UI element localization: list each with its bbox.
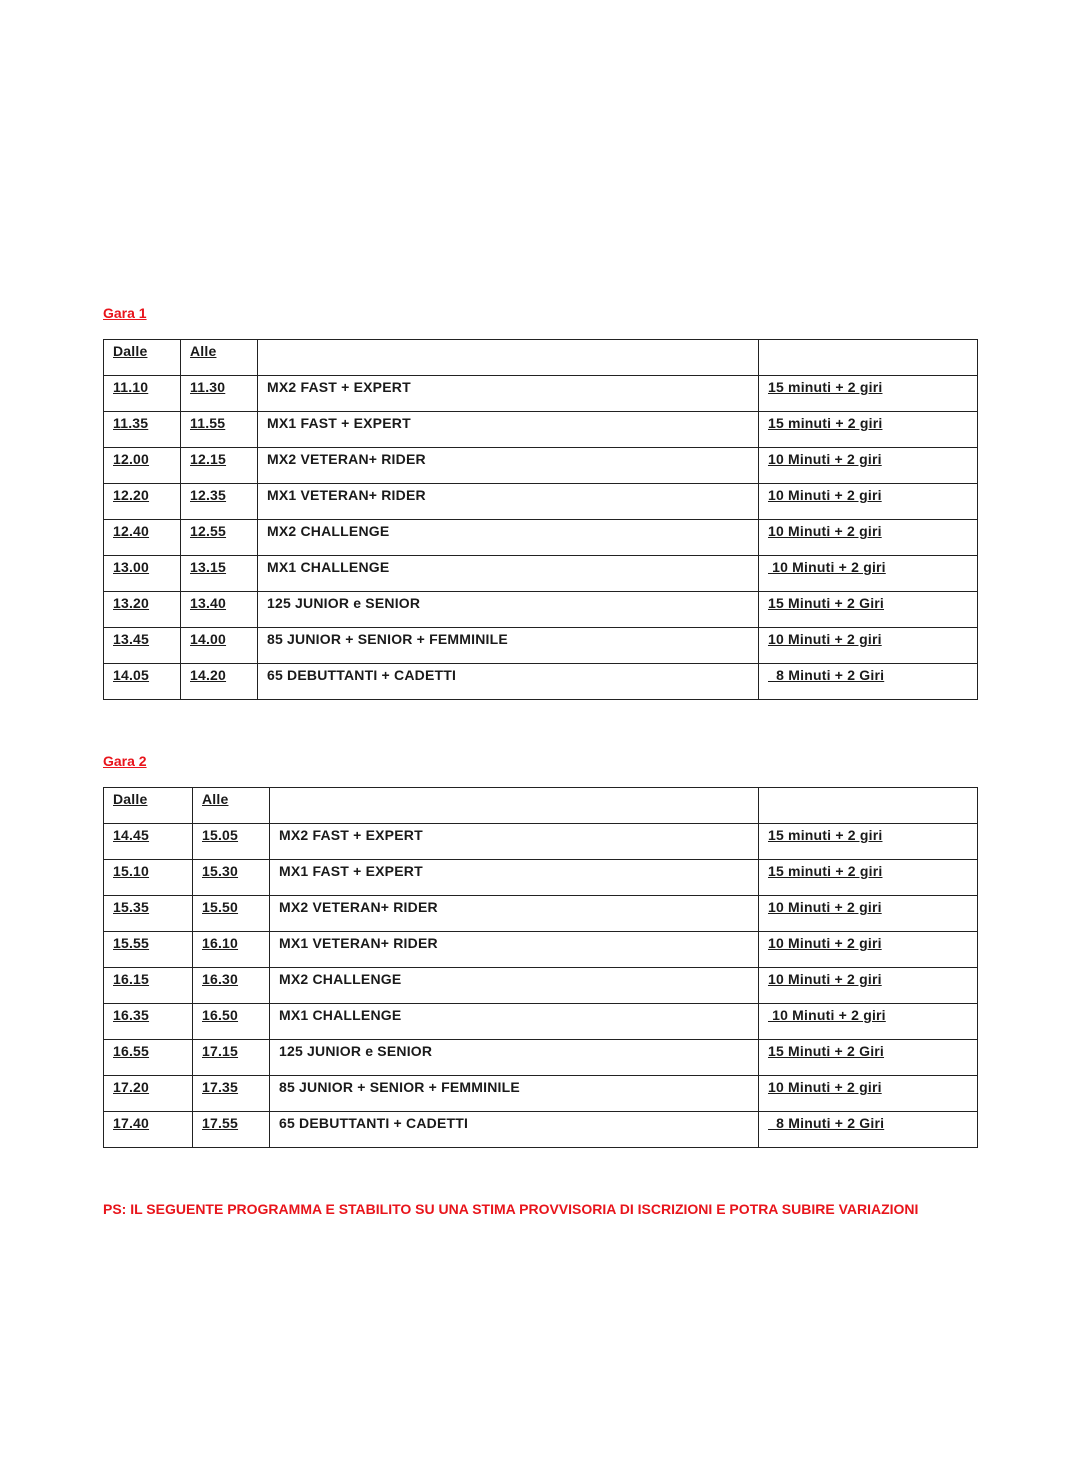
start-time-cell	[104, 932, 193, 968]
race-category: 125 JUNIOR e SENIOR	[267, 595, 421, 611]
start-time: 17.40	[113, 1115, 150, 1131]
race-duration: 15 Minuti + 2 Giri	[768, 1043, 885, 1059]
end-time-cell	[193, 1076, 270, 1112]
race-duration-cell	[759, 592, 978, 628]
end-time: 17.35	[202, 1079, 239, 1095]
table-row	[104, 824, 978, 860]
table-row	[104, 520, 978, 556]
header-from-label: Dalle	[113, 791, 148, 807]
end-time-cell	[181, 556, 258, 592]
header-cell-from	[104, 340, 181, 376]
race-category: MX1 FAST + EXPERT	[279, 863, 423, 879]
end-time: 12.55	[190, 523, 227, 539]
table-header-row	[104, 788, 978, 824]
race-category-cell	[258, 484, 759, 520]
header-cell-to	[181, 340, 258, 376]
start-time: 16.15	[113, 971, 150, 987]
start-time: 13.45	[113, 631, 150, 647]
end-time: 17.15	[202, 1043, 239, 1059]
gara2-title: Gara 2	[103, 753, 147, 769]
header-cell-from	[104, 788, 193, 824]
end-time: 14.20	[190, 667, 227, 683]
race-duration: 8 Minuti + 2 Giri	[768, 1115, 885, 1131]
end-time-cell	[193, 1004, 270, 1040]
table-row	[104, 376, 978, 412]
race-category-cell	[270, 824, 759, 860]
start-time-cell	[104, 556, 181, 592]
header-to-label: Alle	[190, 343, 217, 359]
race-duration: 10 Minuti + 2 giri	[768, 487, 882, 503]
race-category-cell	[270, 1112, 759, 1148]
end-time-cell	[181, 520, 258, 556]
header-to-label: Alle	[202, 791, 229, 807]
start-time-cell	[104, 860, 193, 896]
race-category: MX2 CHALLENGE	[279, 971, 402, 987]
race-category: MX2 CHALLENGE	[267, 523, 390, 539]
start-time: 15.35	[113, 899, 150, 915]
disclaimer-note: PS: IL SEGUENTE PROGRAMMA E STABILITO SU UNA STIMA PROVVISORIA DI ISCRIZIONI E POTRA SUBIRE VARIAZIONI	[103, 1201, 919, 1217]
end-time-cell	[193, 896, 270, 932]
race-category: MX1 FAST + EXPERT	[267, 415, 411, 431]
race-category: MX2 FAST + EXPERT	[267, 379, 411, 395]
end-time-cell	[193, 932, 270, 968]
header-cell-duration	[759, 340, 978, 376]
race-duration: 10 Minuti + 2 giri	[768, 559, 886, 575]
race-category: 65 DEBUTTANTI + CADETTI	[279, 1115, 469, 1131]
table-row	[104, 1076, 978, 1112]
race-duration-cell	[759, 664, 978, 700]
race-category: MX1 CHALLENGE	[279, 1007, 402, 1023]
race-duration-cell	[759, 1076, 978, 1112]
start-time-cell	[104, 896, 193, 932]
race-category-cell	[258, 376, 759, 412]
gara2-tbody	[104, 788, 978, 1148]
end-time: 16.30	[202, 971, 239, 987]
race-duration-cell	[759, 448, 978, 484]
race-category-cell	[270, 1040, 759, 1076]
race-category-cell	[270, 968, 759, 1004]
race-category-cell	[258, 520, 759, 556]
start-time: 13.00	[113, 559, 150, 575]
end-time-cell	[181, 628, 258, 664]
race-duration: 10 Minuti + 2 giri	[768, 971, 882, 987]
end-time-cell	[181, 412, 258, 448]
end-time: 13.15	[190, 559, 227, 575]
start-time: 17.20	[113, 1079, 150, 1095]
race-duration: 15 minuti + 2 giri	[768, 863, 883, 879]
start-time-cell	[104, 824, 193, 860]
start-time-cell	[104, 968, 193, 1004]
start-time-cell	[104, 1004, 193, 1040]
start-time-cell	[104, 376, 181, 412]
start-time: 12.00	[113, 451, 150, 467]
start-time-cell	[104, 664, 181, 700]
table-row	[104, 1040, 978, 1076]
gara1-title: Gara 1	[103, 305, 147, 321]
end-time: 17.55	[202, 1115, 239, 1131]
race-category-cell	[270, 860, 759, 896]
start-time-cell	[104, 448, 181, 484]
table-row	[104, 484, 978, 520]
header-cell-category	[270, 788, 759, 824]
race-duration: 15 minuti + 2 giri	[768, 827, 883, 843]
start-time: 12.20	[113, 487, 150, 503]
race-duration: 10 Minuti + 2 giri	[768, 523, 882, 539]
end-time: 16.10	[202, 935, 239, 951]
table-row	[104, 592, 978, 628]
table-row	[104, 860, 978, 896]
race-category-cell	[258, 628, 759, 664]
gara1-tbody	[104, 340, 978, 700]
table-row	[104, 412, 978, 448]
race-duration-cell	[759, 556, 978, 592]
race-category: 85 JUNIOR + SENIOR + FEMMINILE	[279, 1079, 520, 1095]
start-time: 14.05	[113, 667, 150, 683]
start-time: 15.10	[113, 863, 150, 879]
end-time: 11.55	[190, 415, 226, 431]
race-duration-cell	[759, 860, 978, 896]
end-time-cell	[181, 376, 258, 412]
start-time: 16.35	[113, 1007, 150, 1023]
end-time-cell	[181, 484, 258, 520]
start-time: 15.55	[113, 935, 150, 951]
header-cell-category	[258, 340, 759, 376]
race-duration: 10 Minuti + 2 giri	[768, 1079, 882, 1095]
race-category-cell	[258, 556, 759, 592]
end-time-cell	[193, 1112, 270, 1148]
race-duration: 10 Minuti + 2 giri	[768, 935, 882, 951]
race-duration: 10 Minuti + 2 giri	[768, 1007, 886, 1023]
end-time-cell	[193, 968, 270, 1004]
end-time: 13.40	[190, 595, 227, 611]
start-time: 12.40	[113, 523, 150, 539]
race-category: MX1 VETERAN+ RIDER	[279, 935, 438, 951]
race-category-cell	[270, 1004, 759, 1040]
table-row	[104, 664, 978, 700]
race-category: 65 DEBUTTANTI + CADETTI	[267, 667, 457, 683]
end-time: 12.15	[190, 451, 227, 467]
table-row	[104, 1112, 978, 1148]
table-header-row	[104, 340, 978, 376]
race-category: MX1 CHALLENGE	[267, 559, 390, 575]
race-duration-cell	[759, 484, 978, 520]
end-time: 16.50	[202, 1007, 239, 1023]
header-cell-duration	[759, 788, 978, 824]
race-category-cell	[270, 1076, 759, 1112]
end-time: 12.35	[190, 487, 227, 503]
gara2-table	[103, 787, 978, 1148]
race-duration-cell	[759, 896, 978, 932]
race-duration-cell	[759, 520, 978, 556]
race-category-cell	[258, 448, 759, 484]
end-time-cell	[193, 1040, 270, 1076]
race-category-cell	[258, 592, 759, 628]
table-row	[104, 628, 978, 664]
race-category-cell	[258, 664, 759, 700]
end-time: 15.05	[202, 827, 239, 843]
header-cell-to	[193, 788, 270, 824]
end-time: 14.00	[190, 631, 227, 647]
race-category-cell	[270, 896, 759, 932]
race-duration: 10 Minuti + 2 giri	[768, 451, 882, 467]
end-time: 11.30	[190, 379, 226, 395]
table-row	[104, 1004, 978, 1040]
race-duration-cell	[759, 968, 978, 1004]
start-time-cell	[104, 628, 181, 664]
start-time-cell	[104, 520, 181, 556]
start-time-cell	[104, 592, 181, 628]
start-time-cell	[104, 484, 181, 520]
race-duration-cell	[759, 628, 978, 664]
table-row	[104, 968, 978, 1004]
start-time-cell	[104, 1076, 193, 1112]
race-duration: 15 Minuti + 2 Giri	[768, 595, 885, 611]
race-duration-cell	[759, 932, 978, 968]
start-time-cell	[104, 412, 181, 448]
race-category: 85 JUNIOR + SENIOR + FEMMINILE	[267, 631, 508, 647]
end-time: 15.30	[202, 863, 239, 879]
header-from-label: Dalle	[113, 343, 148, 359]
gara1-table	[103, 339, 978, 700]
race-duration-cell	[759, 1040, 978, 1076]
race-category-cell	[258, 412, 759, 448]
race-duration-cell	[759, 824, 978, 860]
start-time: 11.35	[113, 415, 149, 431]
race-duration-cell	[759, 1004, 978, 1040]
race-duration: 8 Minuti + 2 Giri	[768, 667, 885, 683]
race-category: 125 JUNIOR e SENIOR	[279, 1043, 433, 1059]
start-time: 16.55	[113, 1043, 150, 1059]
end-time: 15.50	[202, 899, 239, 915]
table-row	[104, 448, 978, 484]
race-category: MX2 VETERAN+ RIDER	[267, 451, 426, 467]
race-duration-cell	[759, 376, 978, 412]
race-category: MX2 FAST + EXPERT	[279, 827, 423, 843]
start-time-cell	[104, 1112, 193, 1148]
table-row	[104, 932, 978, 968]
end-time-cell	[193, 824, 270, 860]
start-time: 11.10	[113, 379, 149, 395]
end-time-cell	[181, 448, 258, 484]
table-row	[104, 896, 978, 932]
race-category: MX2 VETERAN+ RIDER	[279, 899, 438, 915]
end-time-cell	[193, 860, 270, 896]
race-duration: 10 Minuti + 2 giri	[768, 899, 882, 915]
end-time-cell	[181, 592, 258, 628]
race-category: MX1 VETERAN+ RIDER	[267, 487, 426, 503]
race-duration: 15 minuti + 2 giri	[768, 379, 883, 395]
race-duration-cell	[759, 1112, 978, 1148]
start-time-cell	[104, 1040, 193, 1076]
race-category-cell	[270, 932, 759, 968]
race-duration: 15 minuti + 2 giri	[768, 415, 883, 431]
table-row	[104, 556, 978, 592]
start-time: 13.20	[113, 595, 150, 611]
race-duration-cell	[759, 412, 978, 448]
start-time: 14.45	[113, 827, 150, 843]
end-time-cell	[181, 664, 258, 700]
race-duration: 10 Minuti + 2 giri	[768, 631, 882, 647]
